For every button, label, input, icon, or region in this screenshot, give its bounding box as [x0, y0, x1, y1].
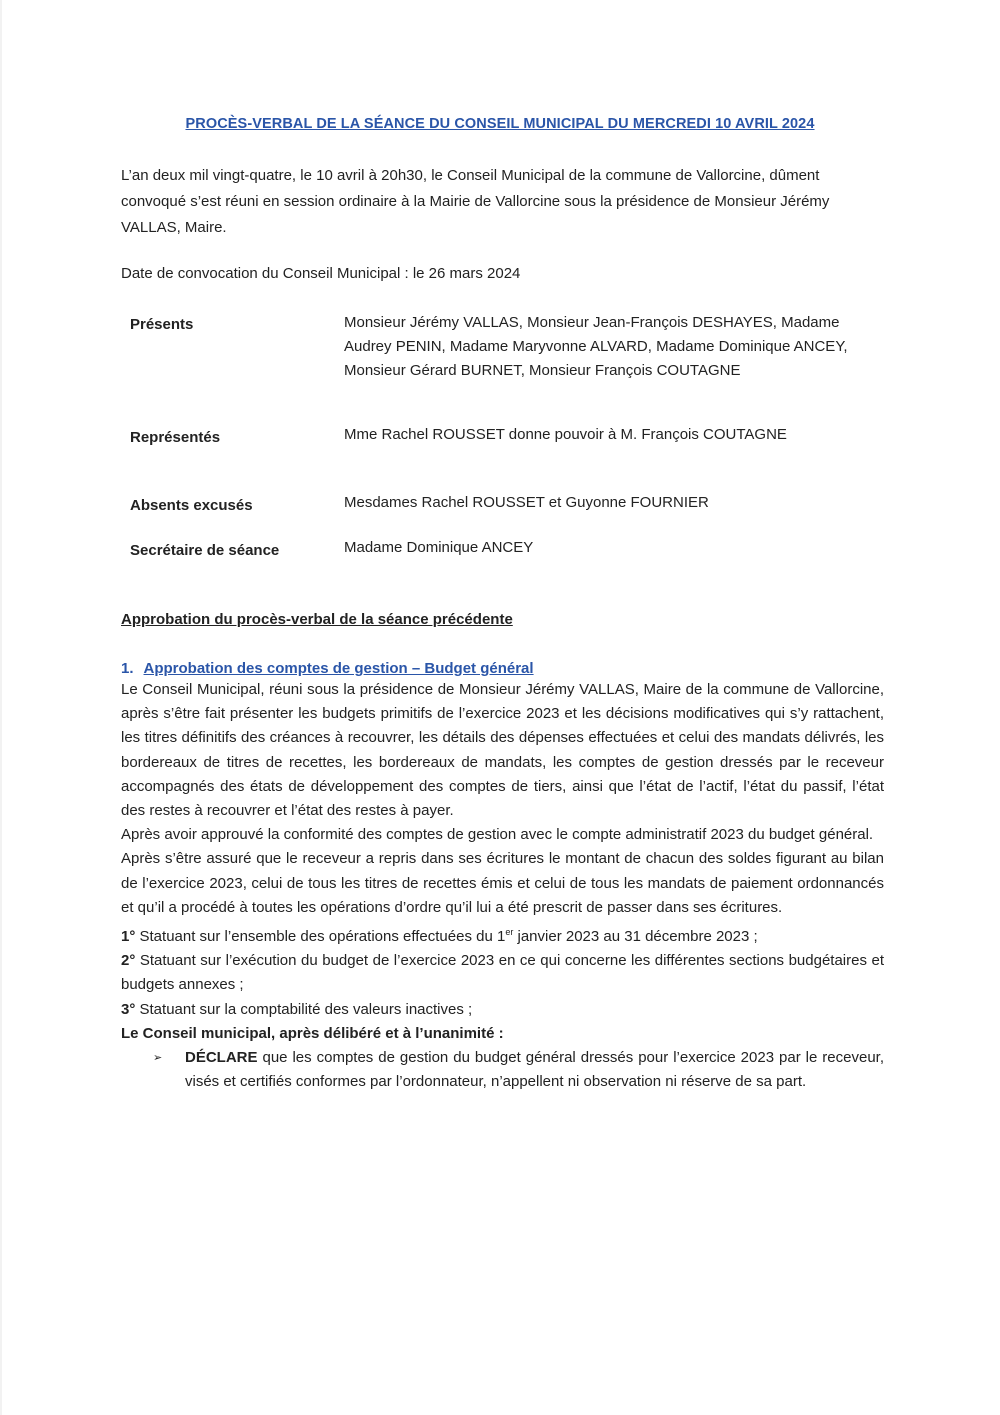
- item-3-text: Statuant sur la comptabilité des valeurs inactives ;: [135, 1000, 473, 1018]
- attendance-value-absents: Mesdames Rachel ROUSSET et Guyonne FOURNIER: [344, 494, 709, 511]
- attendance-value-representes: Mme Rachel ROUSSET donne pouvoir à M. François COUTAGNE: [344, 426, 787, 443]
- item-3-number: 3°: [121, 1000, 136, 1018]
- bullet-text: [185, 1046, 884, 1094]
- attendance-value-presents: Monsieur Jérémy VALLAS, Monsieur Jean-François DESHAYES, Madame Audrey PENIN, Madame Maryvonne ALVARD, Madame Dominique ANCEY, Monsieur Gérard BURNET, Monsieur François COUTAGNE: [344, 314, 848, 379]
- attendance-label-absents: Absents excusés: [130, 497, 253, 514]
- page-edge: [0, 0, 2, 1415]
- convocation-date: Date de convocation du Conseil Municipal : le 26 mars 2024: [121, 265, 521, 282]
- item-1-text: Statuant sur l’ensemble des opérations effectuées du 1: [135, 928, 506, 946]
- intro-paragraph: L’an deux mil vingt-quatre, le 10 avril à 20h30, le Conseil Municipal de la commune de Vallorcine, dûment convoqué s’est réuni en session ordinaire à la Mairie de Vallorcine sous la présidence de Monsieur Jérémy VALLAS, Maire.: [121, 167, 830, 236]
- item-1-number: 1°: [121, 928, 136, 946]
- attendance-label-presents: Présents: [130, 316, 194, 333]
- arrow-bullet-icon: ➢: [153, 1052, 163, 1065]
- section-1-number: 1.: [121, 660, 134, 677]
- item-3: [121, 998, 884, 1022]
- paragraph: Le Conseil Municipal, réuni sous la présidence de Monsieur Jérémy VALLAS, Maire de la commune de Vallorcine, après s’être fait présenter les budgets primitifs de l’exercice 2023 et les décisions modificatives qui s’y rattachent, les titres définitifs des créances à recouvrer, les détails des dépenses effectuées et celui des mandats délivrés, les bordereaux de titres de recettes, les bordereaux de mandats, les comptes de gestion dressés par le receveur accompagnés des états de développement des comptes de tiers, ainsi que l’état de l’actif, l’état du passif, l’état des restes à recouvrer et l’état des restes à payer.: [121, 681, 884, 820]
- section-1-title: Approbation des comptes de gestion – Budget général: [143, 660, 534, 677]
- item-2: [121, 949, 884, 997]
- bullet-body: que les comptes de gestion du budget général dressés pour l’exercice 2023 par le receveur, visés et certifiés conformes par l’ordonnateur, n’appellent ni observation ni réserve de sa part.: [185, 1049, 884, 1091]
- decision-bullet: [121, 1046, 884, 1094]
- item-2-number: 2°: [121, 952, 136, 970]
- document-title: PROCÈS-VERBAL DE LA SÉANCE DU CONSEIL MUNICIPAL DU MERCREDI 10 AVRIL 2024: [185, 116, 815, 132]
- paragraph: Après avoir approuvé la conformité des comptes de gestion avec le compte administratif 2023 du budget général.: [121, 826, 874, 844]
- item-1: [121, 920, 884, 949]
- item-2-text: Statuant sur l’exécution du budget de l’exercice 2023 en ce qui concerne les différentes sections budgétaires et budgets annexes ;: [121, 952, 884, 994]
- attendance-label-representes: Représentés: [130, 429, 221, 446]
- section-1-body: [121, 678, 884, 1094]
- item-1-superscript: er: [505, 927, 514, 938]
- paragraph: Après s’être assuré que le receveur a repris dans ses écritures le montant de chacun des soldes figurant au bilan de l’exercice 2023, celui de tous les titres de recettes émis et celui de tous les mandats de paiement ordonnancés et qu’il a procédé à toutes les opérations d’ordre qu’il lui a été prescrit de passer dans ses écritures.: [121, 850, 884, 916]
- item-1-text-end: janvier 2023 au 31 décembre 2023 ;: [513, 928, 758, 946]
- approval-heading: Approbation du procès-verbal de la séance précédente: [121, 611, 513, 628]
- attendance-label-secretaire: Secrétaire de séance: [130, 542, 280, 559]
- bullet-keyword: DÉCLARE: [185, 1049, 258, 1067]
- attendance-value-secretaire: Madame Dominique ANCEY: [344, 539, 534, 556]
- decision-line: Le Conseil municipal, après délibéré et à l’unanimité :: [121, 1024, 504, 1042]
